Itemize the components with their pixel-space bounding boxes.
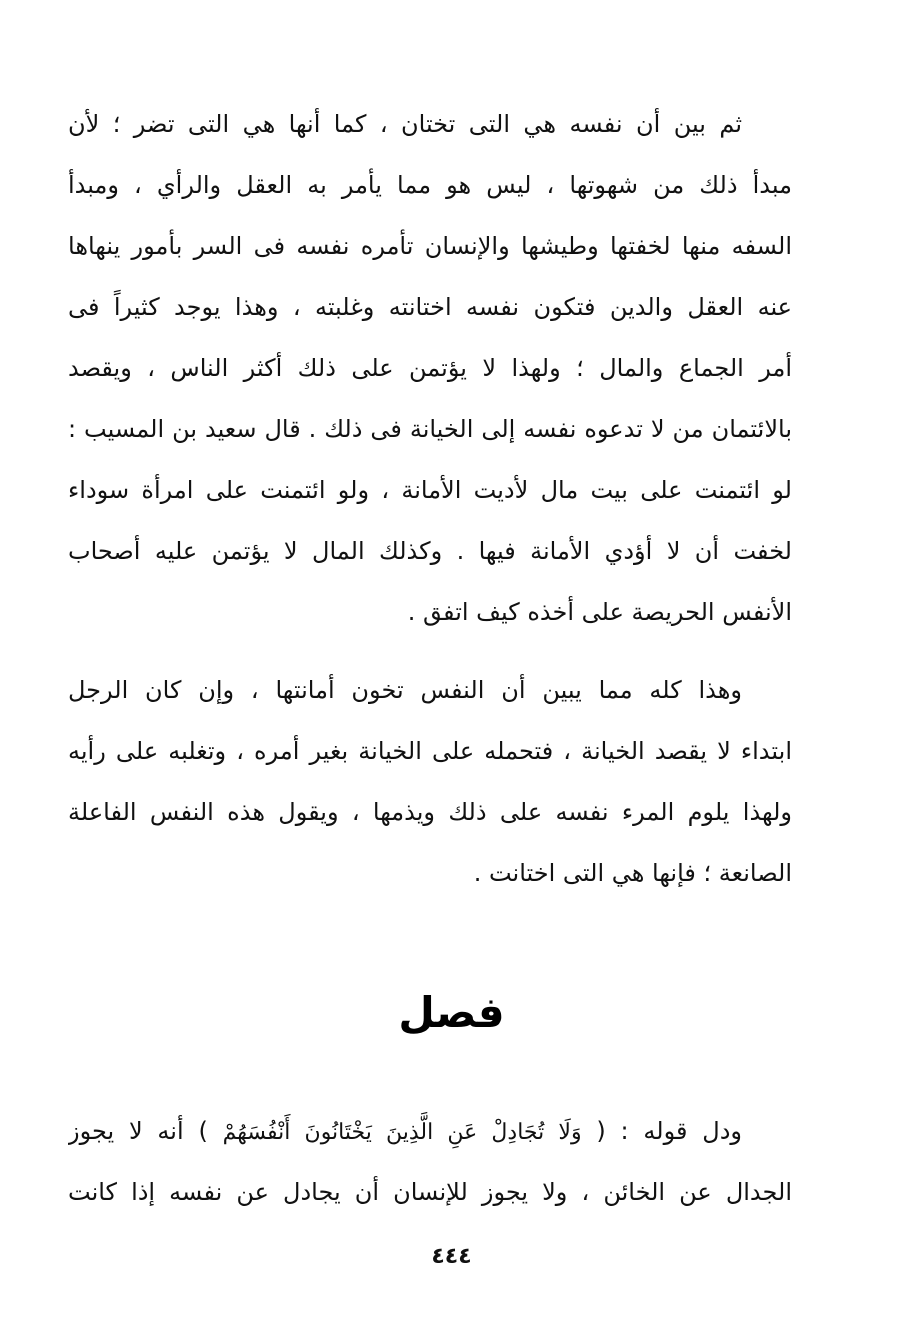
text-line: ولهذا يلوم المرء نفسه على ذلك ويذمها ، ويقول هذه النفس الفاعلة	[68, 798, 792, 826]
text-line: لو ائتمنت على بيت مال لأديت الأمانة ، ولو ائتمنت على امرأة سوداء	[68, 476, 792, 504]
quran-quote: وَلَا تُجَادِلْ عَنِ الَّذِينَ يَخْتَانُونَ أَنْفُسَهُمْ	[222, 1120, 582, 1145]
text-line: ثم بين أن نفسه هي التى تختان ، كما أنها هي التى تضر ؛ لأن	[68, 110, 742, 138]
page-number: ٤٤٤	[431, 1244, 472, 1269]
text-line: الأنفس الحريصة على أخذه كيف اتفق .	[407, 598, 792, 626]
text-line: مبدأ ذلك من شهوتها ، ليس هو مما يأمر به العقل والرأي ، ومبدأ	[68, 171, 792, 199]
text-line: لخفت أن لا أؤدي الأمانة فيها . وكذلك المال لا يؤتمن عليه أصحاب	[68, 537, 792, 565]
paragraph-1	[68, 94, 792, 643]
paragraph-3	[68, 1101, 792, 1223]
text-line: الصانعة ؛ فإنها هي التى اختانت .	[473, 859, 792, 887]
text-line: أمر الجماع والمال ؛ ولهذا لا يؤتمن على ذلك أكثر الناس ، ويقصد	[68, 354, 792, 382]
section-heading: فصل	[398, 988, 505, 1037]
text-line: بالائتمان من لا تدعوه نفسه إلى الخيانة فى ذلك . قال سعيد بن المسيب :	[68, 415, 792, 443]
paragraph-2	[68, 660, 792, 904]
text-line: وهذا كله مما يبين أن النفس تخون أمانتها ، وإن كان الرجل	[68, 676, 742, 704]
text-line: السفه منها لخفتها وطيشها والإنسان تأمره نفسه فى السر بأمور ينهاها	[68, 232, 792, 260]
line-end: ) أنه لا يجوز	[68, 1117, 208, 1145]
text-line: عنه العقل والدين فتكون نفسه اختانته وغلبته ، وهذا يوجد كثيراً فى	[68, 293, 792, 321]
text-line-with-quote	[68, 1101, 792, 1162]
text-line: ابتداء لا يقصد الخيانة ، فتحمله على الخيانة بغير أمره ، وتغلبه على رأيه	[68, 737, 792, 765]
line-start: ودل قوله : (	[596, 1117, 742, 1145]
text-line: الجدال عن الخائن ، ولا يجوز للإنسان أن يجادل عن نفسه إذا كانت	[68, 1178, 792, 1206]
